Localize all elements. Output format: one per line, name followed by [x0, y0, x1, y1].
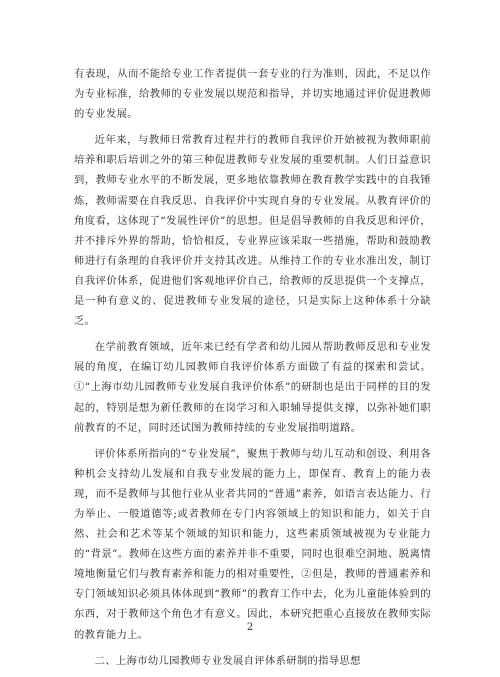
paragraph-3: 在学前教育领域，近年来已经有学者和幼儿园从帮助教师反思和专业发展的角度，在编订幼儿园教师自我评价体系方面做了有益的探索和尝试。①“上海市幼儿园教师专业发展自我评价体系”的研制也是出于同样的目的发起的，特别是想为新任教师的在岗学习和入职辅导提供支撑，以弥补她们职前教育的不足，同时还试图为教师持续的专业发展指明道路。: [74, 341, 431, 434]
paragraph-1: 有表现，从而不能给专业工作者提供一套专业的行为准则，因此，不足以作为专业标准，给教师的专业发展以规范和指导，并切实地通过评价促进教师的专业发展。: [74, 68, 431, 121]
section-heading: 二、上海市幼儿园教师专业发展自评体系研制的指导思想: [94, 654, 361, 667]
body-text: [74, 64, 431, 677]
page-number: 2: [246, 622, 254, 633]
paragraph-4: 评价体系所指向的“专业发展”，聚焦于教师与幼儿互动和创设、利用各种机会支持幼儿发展和自我专业发展的能力上，即保育、教育上的能力表现，而不是教师与其他行业从业者共同的“普通”素养，如语言表达能力、行为举止、一般道德等;或者教师在专门内容领域上的知识和能力，如关于自然、社会和艺术等某个领域的知识和能力，这些素质领域被视为专业能力的“背景”。教师在这些方面的素养并非不重要，同时也很难空洞地、脱离情境地衡量它们与教育素养和能力的相对重要性，②但是，教师的普通素养和专门领域知识必须具体体现到“教师”的教育工作中去，化为儿童能体验到的东西，对于教师这个角色才有意义。因此，本研究把重心直接放在教师实际的教育能力上。: [74, 447, 431, 641]
paragraph-2: 近年来，与教师日常教育过程并行的教师自我评价开始被视为教师职前培养和职后培训之外的第三种促进教师专业发展的重要机制。人们日益意识到，教师专业水平的不断发展，更多地依靠教师在教育教学实践中的自我锤炼，教师需要在自我反思、自我评价中实现自身的专业发展。从教育评价的角度看，这体现了“发展性评价”的思想。但是倡导教师的自我反思和评价，并不排斥外界的帮助，恰恰相反，专业界应该采取一些措施，帮助和鼓励教师进行有条理的自我评价并支持其改进。从维持工作的专业水准出发，制订自我评价体系，促进他们客观地评价自己，给教师的反思提供一个支撑点，是一种有意义的、促进教师专业发展的途径，只是实际上这种体系十分缺乏。: [74, 134, 431, 328]
